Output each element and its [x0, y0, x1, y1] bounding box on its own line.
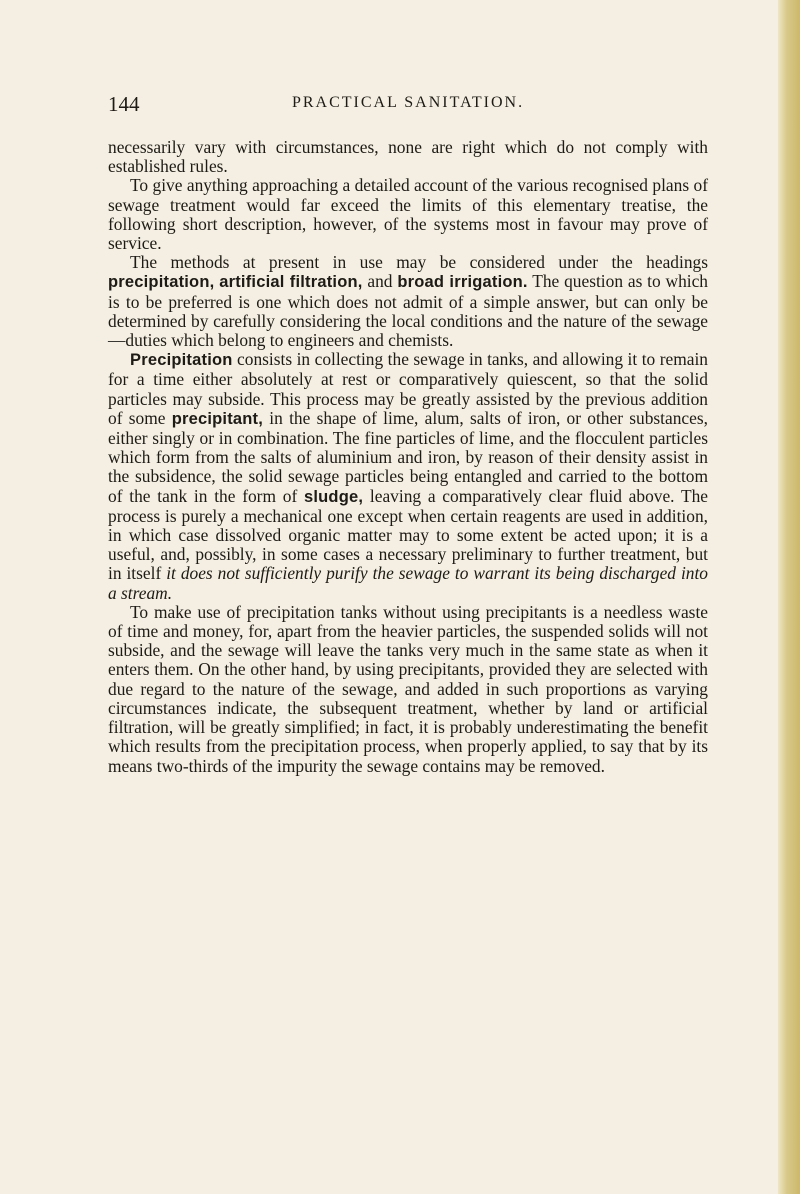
page-header: [108, 92, 708, 120]
term-broad-irrigation: broad irrigation.: [397, 273, 528, 292]
paragraph-1: necessarily vary with circumstances, none are right which do not comply with established rules.: [108, 137, 708, 177]
paragraph-4: [108, 350, 708, 603]
text-span: leaving a comparatively clear fluid above. The process is purely a mechanical one except when certain reagents are used in addition, in which case dissolved organic matter may to some extent be acted upon; it is a useful, and, possibly, in some cases a necessary preliminary to further treatment, but in itself: [108, 485, 708, 584]
term-precipitation: precipitation,: [108, 273, 215, 292]
running-head: PRACTICAL SANITATION.: [291, 94, 525, 111]
term-precipitation-heading: Precipitation: [130, 351, 233, 370]
text-span: The methods at present in use may be considered under the headings: [130, 252, 708, 273]
paragraph-2: To give anything approaching a detailed account of the various recognised plans of sewage treatment would far exceed the limits of this elementary treatise, the following short description, however, of the systems most in favour may prove of service.: [108, 175, 708, 254]
page-edge: [778, 0, 800, 1194]
text-span: in the shape of lime, alum, salts of iron, or other substances, either singly or in combination. The fine particles of lime, and the flocculent particles which form from the salts of aluminium and iron, by reason of their density assist in the subsidence, the solid sewage particles being entangled and carried to the bottom of the tank in the form of: [108, 407, 708, 506]
paragraph-5: To make use of precipitation tanks without using precipitants is a needless waste of time and money, for, apart from the heavier particles, the suspended solids will not subside, and the sewage will leave the tanks very much in the same state as when it enters them. On the other hand, by using precipitants, provided they are selected with due regard to the nature of the sewage, and added in such proportions as varying circumstances indicate, the subsequent treatment, whether by land or artificial filtration, will be greatly simplified; in fact, it is probably underestimating the benefit which results from the precipitation process, when properly applied, to say that by its means two-thirds of the impurity the sewage contains may be removed.: [108, 601, 708, 776]
text-span: consists in collecting the sewage in tanks, and allowing it to remain for a time either absolutely at rest or comparatively quiescent, so that the solid particles may subside. This process may be greatly assisted by the previous addition of some: [108, 349, 708, 428]
term-artificial-filtration: artificial filtration,: [219, 273, 363, 292]
paragraph-3: [108, 253, 708, 350]
body-text: [108, 138, 708, 776]
italic-emphasis: it does not sufficiently purify the sewage to warrant its being discharged into a stream.: [108, 563, 708, 603]
text-span: The question as to which is to be preferred is one which does not admit of a simple answer, but can only be determined by carefully considering the local conditions and the nature of the sewage—duties which belong to engineers and chemists.: [108, 271, 709, 351]
term-sludge: sludge,: [303, 487, 364, 506]
text-span: and: [362, 271, 398, 292]
term-precipitant: precipitant,: [171, 409, 264, 428]
page-number: 144: [108, 92, 140, 116]
